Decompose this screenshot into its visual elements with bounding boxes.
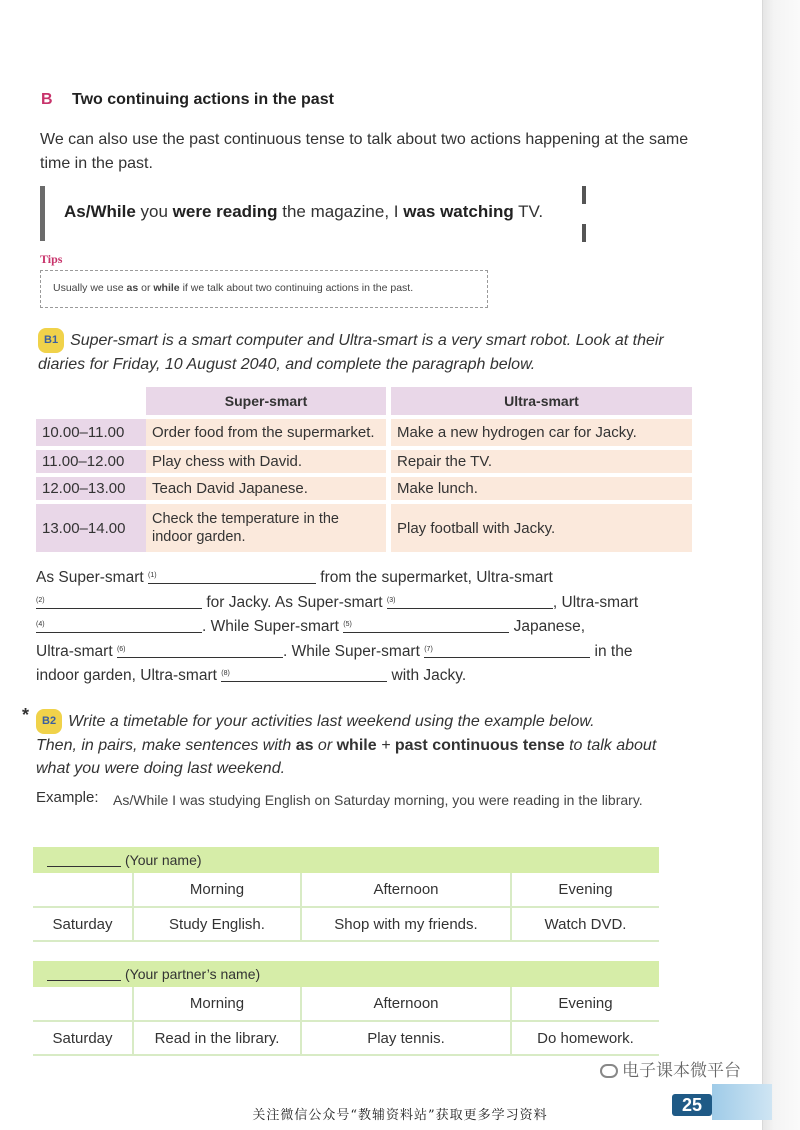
- header-afternoon: Afternoon: [301, 987, 511, 1021]
- diary-header-super: Super-smart: [146, 387, 386, 415]
- header-evening: Evening: [511, 873, 659, 907]
- fill-in-paragraph: As Super-smart (1) from the supermarket, Ultra-smart (2) for Jacky. As Super-smart (3) , Ultra-smart (4) . While Super-smart (5) Japanese, Ultra-smart (6) . While Super-smart (7) in the indoor garden, Ultra-smart (8) with Jacky.: [36, 569, 639, 684]
- blank-5[interactable]: (5): [343, 617, 509, 633]
- example-right-mark-bottom: [582, 224, 586, 242]
- diary-row: 11.00–12.00 Play chess with David. Repair the TV.: [36, 450, 692, 473]
- diary-row: 10.00–11.00 Order food from the supermarket. Make a new hydrogen car for Jacky.: [36, 419, 692, 446]
- tips-label: Tips: [40, 252, 63, 266]
- table-row: Saturday Study English. Shop with my friends. Watch DVD.: [33, 907, 659, 941]
- blank-6[interactable]: (6): [117, 642, 283, 658]
- diary-row: 12.00–13.00 Teach David Japanese. Make lunch.: [36, 477, 692, 500]
- diary-table: [36, 383, 692, 556]
- timetable-you: [33, 847, 659, 942]
- wechat-icon: [600, 1064, 618, 1078]
- blank-7[interactable]: (7): [424, 642, 590, 658]
- blank-1[interactable]: (1): [148, 568, 316, 584]
- example-right-mark-top: [582, 186, 586, 204]
- blank-8[interactable]: (8): [221, 666, 387, 682]
- watermark: 电子课本微平台: [600, 1056, 741, 1081]
- example-sentence: As/While you were reading the magazine, I was watching TV.: [64, 202, 544, 221]
- example-left-bar: [40, 186, 45, 241]
- blank-3[interactable]: (3): [387, 593, 553, 609]
- page-number: 25: [672, 1094, 712, 1116]
- partner-name-blank[interactable]: [47, 967, 121, 981]
- section-title: Two continuing actions in the past: [72, 91, 334, 108]
- example-text: As/While I was studying English on Saturday morning, you were reading in the library.: [113, 792, 643, 808]
- timetable-name-row: (Your partner’s name): [33, 961, 659, 987]
- example-label: Example:: [36, 789, 99, 806]
- name-blank[interactable]: [47, 853, 121, 867]
- b1-badge: B1: [38, 328, 64, 353]
- header-evening: Evening: [511, 987, 659, 1021]
- table-row: Saturday Read in the library. Play tennis. Do homework.: [33, 1021, 659, 1055]
- b1-instructions: B1 Super-smart is a smart computer and Ultra-smart is a very smart robot. Look at their diaries for Friday, 10 August 2040, and complete the paragraph below.: [38, 328, 698, 376]
- footer-note: 关注微信公众号“教辅资料站”获取更多学习资料: [252, 1108, 548, 1123]
- diary-row: 13.00–14.00 Check the temperature in the indoor garden. Play football with Jacky.: [36, 504, 692, 552]
- header-morning: Morning: [133, 987, 301, 1021]
- challenge-star: *: [22, 705, 30, 725]
- b2-instructions: B2 Write a timetable for your activities last weekend using the example below. Then, in pairs, make sentences with as or while + past continuous tense to talk about what you were doing last weekend.: [36, 709, 696, 780]
- tips-box: Usually we use as or while if we talk about two continuing actions in the past.: [40, 270, 488, 308]
- timetable-name-row: (Your name): [33, 847, 659, 873]
- b2-badge: B2: [36, 709, 62, 734]
- diary-header-ultra: Ultra-smart: [391, 387, 692, 415]
- header-morning: Morning: [133, 873, 301, 907]
- section-intro: We can also use the past continuous tense to talk about two actions happening at the same time in the past.: [40, 131, 689, 172]
- section-letter: B: [41, 91, 53, 108]
- blank-4[interactable]: (4): [36, 617, 202, 633]
- page-edge: [762, 0, 800, 1130]
- timetable-partner: [33, 961, 659, 1056]
- blank-2[interactable]: (2): [36, 593, 202, 609]
- header-afternoon: Afternoon: [301, 873, 511, 907]
